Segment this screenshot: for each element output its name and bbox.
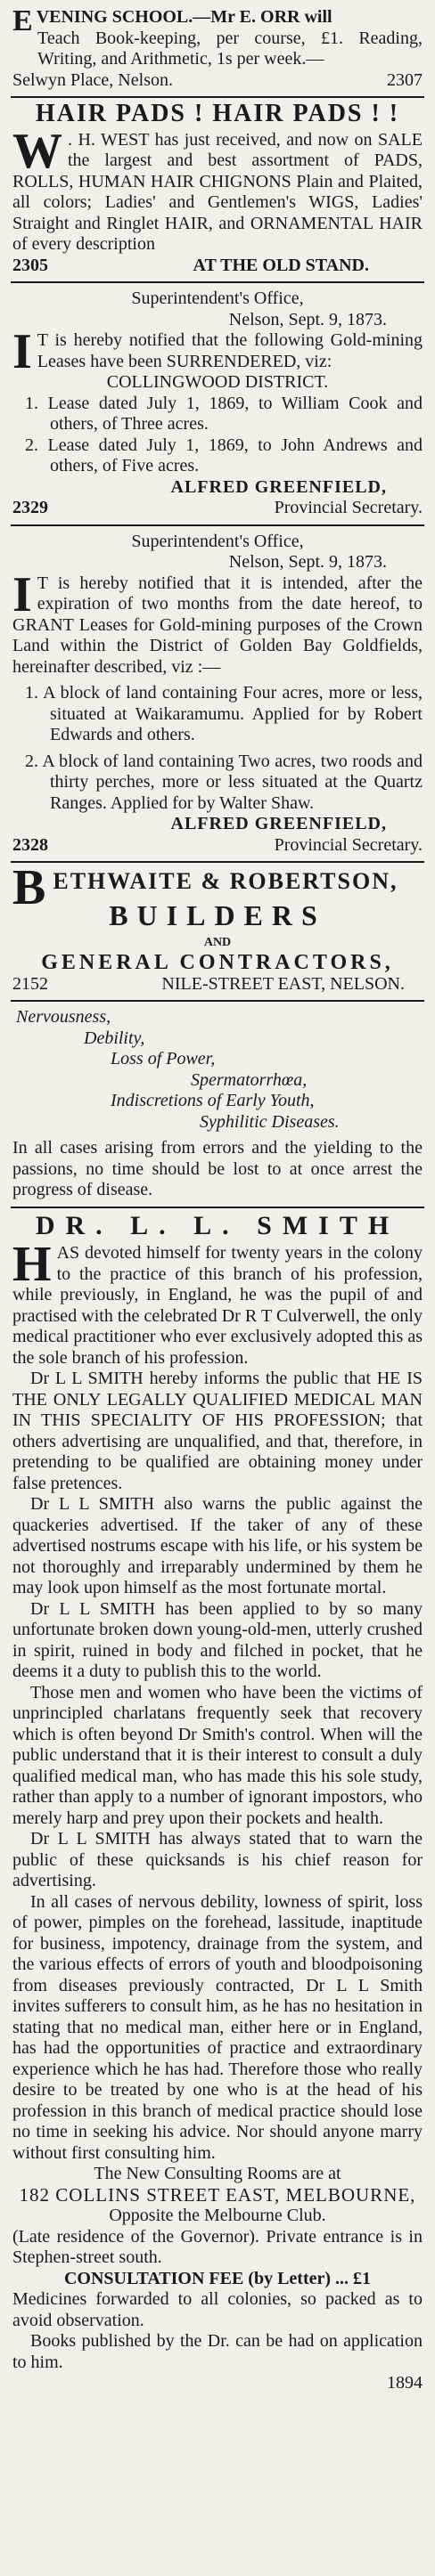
date-line: Nelson, Sept. 9, 1873. xyxy=(228,309,387,329)
signer: ALFRED GREENFIELD, xyxy=(170,476,387,497)
dr-smith-ad xyxy=(11,1210,424,2394)
ad-body: Teach Book-keeping, per course, £1. Reading, Writing, and Arithmetic, 1s per week.— xyxy=(37,28,423,69)
ad-number: 1894 xyxy=(387,2373,423,2393)
trade-heading: BUILDERS xyxy=(109,899,326,931)
condition-line: Debility, xyxy=(84,1028,145,1048)
ad-number: 2328 xyxy=(12,834,48,855)
district-line: COLLINGWOOD DISTRICT. xyxy=(106,372,329,392)
ad-number: 2305 xyxy=(12,255,48,275)
paragraph: Dr L L SMITH hereby informs the public that HE IS THE ONLY LEGALLY QUALIFIED MEDICAL MAN IN THIS SPECIALITY OF HIS PROFESSION; that others advertising are unqualified, and that, therefore, in pretending to be qualified are obtaining money under false pretences. xyxy=(12,1369,423,1493)
drop-cap: H xyxy=(12,1237,52,1292)
lease-item: 1. Lease dated July 1, 1869, to William Cook and others, of Three acres. xyxy=(25,393,423,434)
leases-surrendered-ad xyxy=(11,288,424,519)
paragraph: Dr L L SMITH has always stated that to warn the public of these quicksands is his chief reason for advertising. xyxy=(12,1829,423,1890)
contractors-heading: GENERAL CONTRACTORS, xyxy=(41,951,394,974)
ad-number: 2152 xyxy=(12,973,48,994)
signer-title: Provincial Secretary. xyxy=(274,834,423,855)
ad-address: NILE-STREET EAST, NELSON. xyxy=(161,973,405,994)
ad-body: . H. WEST has just received, and now on SALE the largest and best assortment of PADS, ROLLS, HUMAN HAIR CHIGNONS Plain and Plaited, all colors; Ladies' and Gentlemen's WIGS, Ladies' Straight and Ringlet HAIR, and ORNAMENTAL HAIR of every description xyxy=(12,129,423,254)
drop-cap: B xyxy=(12,860,48,915)
lease-item: 1. A block of land containing Four acres, more or less, situated at Waikaramumu. Applied for by Robert Edwards and others. xyxy=(25,683,423,744)
divider xyxy=(11,1207,424,1208)
address-line: Opposite the Melbourne Club. xyxy=(109,2206,326,2225)
ad-footer xyxy=(12,835,423,857)
condition-line: Loss of Power, xyxy=(111,1049,216,1069)
books-line: Books published by the Dr. can be had on application to him. xyxy=(12,2331,423,2372)
date-line: Nelson, Sept. 9, 1873. xyxy=(228,552,387,572)
address-line: 182 COLLINS STREET EAST, MELBOURNE, xyxy=(19,2183,416,2206)
ad-footer xyxy=(12,256,423,277)
ad-number: 2329 xyxy=(12,498,48,517)
ad-number: 2307 xyxy=(387,69,423,90)
paragraph: AS devoted himself for twenty years in the colony to the practice of this branch of his profession, while previously, in England, he was the pupil of and practised with the celebrated Dr R T Culverwell, the only medical practitioner who ever exclusively adopted this as the sole branch of his profession. xyxy=(12,1243,423,1368)
divider xyxy=(11,524,424,526)
ad-footer xyxy=(12,974,423,995)
drop-cap: I xyxy=(12,324,32,379)
firm-name: ETHWAITE & ROBERTSON, xyxy=(53,868,398,894)
drop-cap: W xyxy=(12,123,62,179)
address-line: (Late residence of the Governor). Private entrance is in Stephen-street south. xyxy=(12,2226,423,2267)
condition-line: Nervousness, xyxy=(16,1007,111,1027)
nervousness-ad xyxy=(11,1007,424,1201)
evening-school-ad xyxy=(11,4,424,91)
paragraph: Dr L L SMITH also warns the public against the quackeries advertised. If the taker of any of these advertised nostrums escape with his life, or his system be not thoroughly and irreparably undermined by them he may look upon himself as the most fortunate mortal. xyxy=(12,1494,423,1597)
condition-line: Syphilitic Diseases. xyxy=(200,1111,340,1132)
office-line: Superintendent's Office, xyxy=(131,531,304,551)
signer-title: Provincial Secretary. xyxy=(274,498,423,517)
paragraph: Those men and women who have been the victims of unprincipled charlatans frequently seek that recovery which is often beyond Dr Smith's control. When will the public understand that it is their interest to consult a duly qualified medical man, who has made this his sole study, rather than apply to a number of ignorant impostors, who merely harp and prey upon their pockets and health. xyxy=(12,1682,423,1828)
builders-ad xyxy=(11,860,424,995)
drop-cap: E xyxy=(12,4,33,37)
ad-stand: AT THE OLD STAND. xyxy=(193,255,369,275)
doctor-name: DR. L. L. SMITH xyxy=(35,1210,400,1240)
divider xyxy=(11,96,424,98)
ad-footer xyxy=(12,498,423,519)
condition-line: Indiscretions of Early Youth, xyxy=(111,1091,315,1110)
ad-body: T is hereby notified that it is intended, after the expiration of two months from the date hereof, to GRANT Leases for Gold-mining purposes of the Crown Land within the District of Golden Bay Goldfields, hereinafter described, viz :— xyxy=(12,573,423,677)
drop-cap: I xyxy=(12,566,32,622)
divider xyxy=(11,1000,424,1002)
ad-body: T is hereby notified that the following Gold-mining Leases have been SURRENDERED, viz: xyxy=(37,330,423,371)
ad-footer xyxy=(12,70,423,92)
ad-heading: HAIR PADS ! HAIR PADS ! ! xyxy=(35,100,400,127)
medicines-line: Medicines forwarded to all colonies, so packed as to avoid observation. xyxy=(12,2289,423,2330)
ad-address: Selwyn Place, Nelson. xyxy=(12,69,173,90)
paragraph: In all cases of nervous debility, lowness of spirit, loss of power, pimples on the forehead, lassitude, inaptitude for business, impotency, drainage from the system, and the various effects of errors of youth and bloodpoisoning from diseases previously contracted, Dr L L Smith invites sufferers to consult him, as he has no hesitation in stating that no medical man, either here or in England, has had the opportunities of practice and extraordinary experience which he has had. Therefore those who really desire to be treated by one who is at the head of his profession in this branch of medical practice should lose no time in seeking his advice. Nor should anyone marry without first consulting him. xyxy=(12,1891,423,2163)
fee-line: CONSULTATION FEE (by Letter) ... £1 xyxy=(63,2268,372,2288)
condition-line: Spermatorrhœa, xyxy=(191,1069,308,1090)
ad-lead-line: VENING SCHOOL.—Mr E. ORR will xyxy=(36,7,332,27)
lease-item: 2. Lease dated July 1, 1869, to John Andrews and others, of Five acres. xyxy=(25,435,423,475)
and-word: AND xyxy=(203,935,232,949)
rooms-line: The New Consulting Rooms are at xyxy=(94,2164,341,2183)
divider xyxy=(11,861,424,863)
paragraph: Dr L L SMITH has been applied to by so many unfortunate broken down young-old-men, utterly crushed in spirit, ruined in body and filched in pocket, that he deems it a duty to publish this to the world. xyxy=(12,1598,423,1681)
lease-item: 2. A block of land containing Two acres, two roods and thirty perches, more or less situated at the Quartz Ranges. Applied for by Walter Shaw. xyxy=(25,751,423,813)
divider xyxy=(11,281,424,283)
leases-granted-ad xyxy=(11,532,424,857)
hair-pads-ad xyxy=(11,100,424,276)
newspaper-column xyxy=(11,0,424,2394)
office-line: Superintendent's Office, xyxy=(131,288,304,308)
ad-body: In all cases arising from errors and the yielding to the passions, no time should be lost to at once arrest the progress of disease. xyxy=(12,1138,423,1199)
signer: ALFRED GREENFIELD, xyxy=(170,814,387,833)
